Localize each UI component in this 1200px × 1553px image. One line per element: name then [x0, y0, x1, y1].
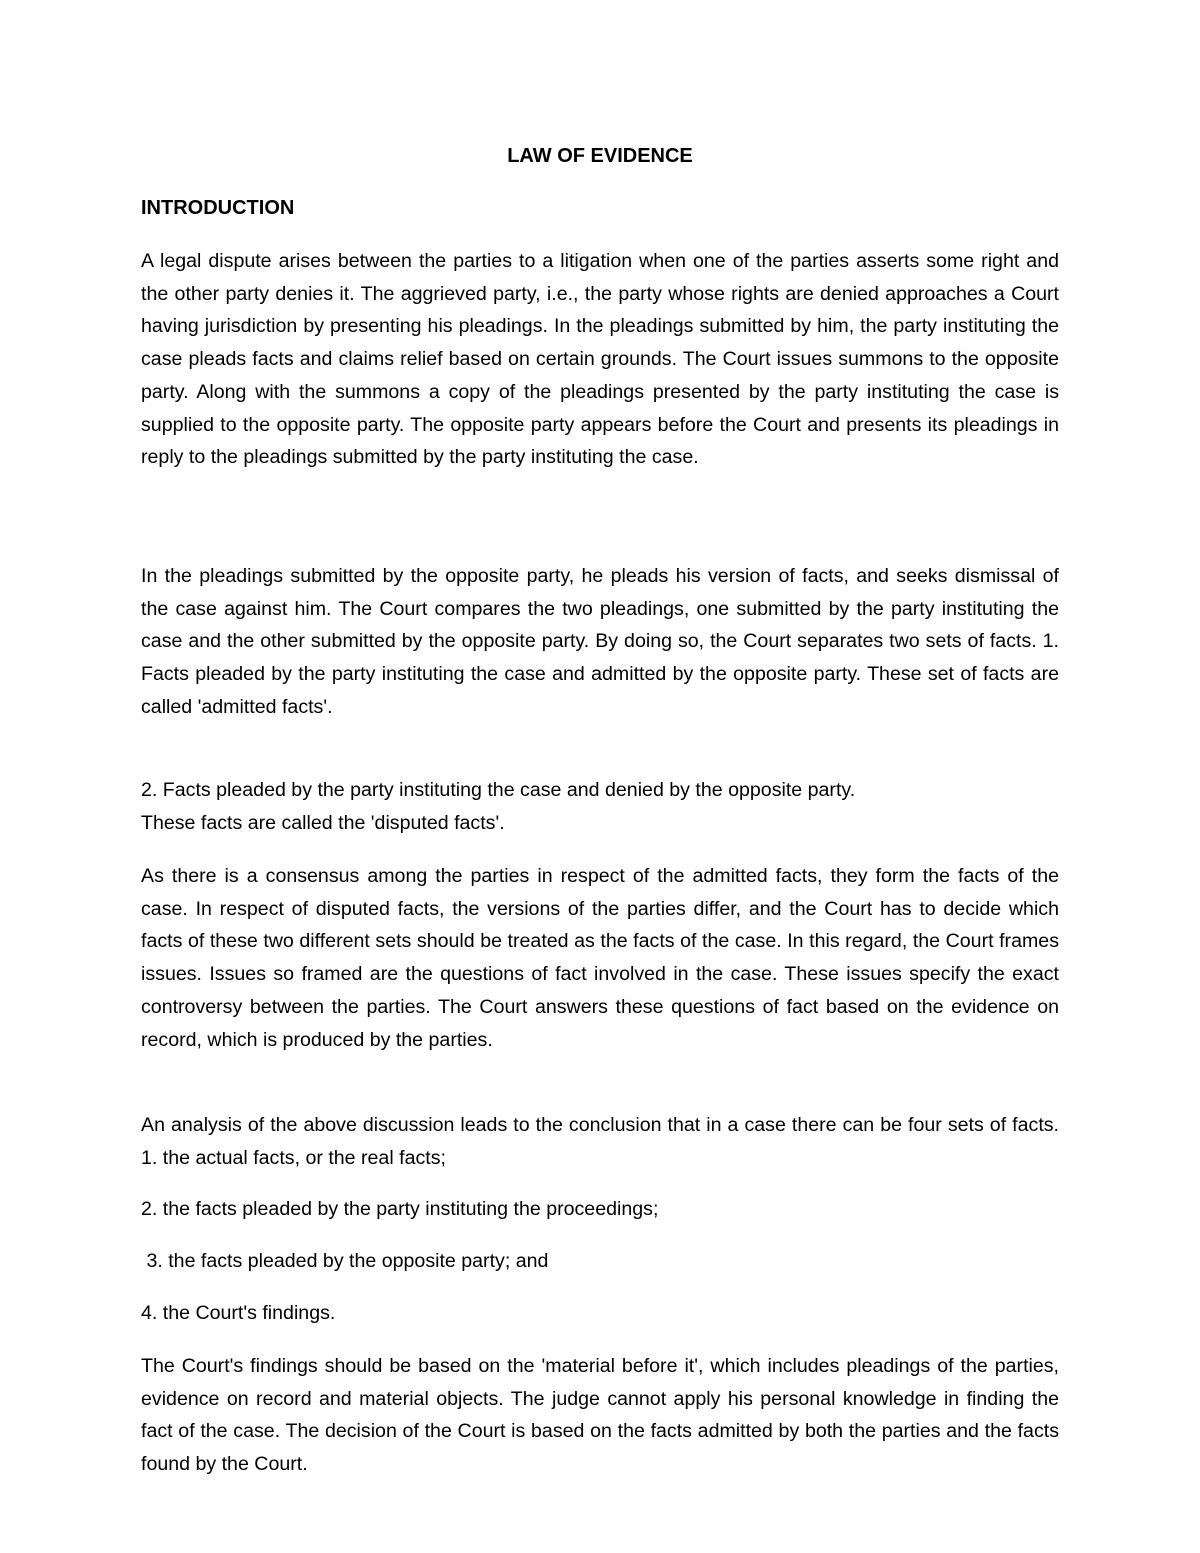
section-heading: INTRODUCTION: [141, 197, 295, 219]
paragraph-9: The Court's findings should be based on the 'material before it', which includes pleadings of the parties, evidence on record and material objects. The judge cannot apply his personal knowledge in finding the fact of the case. The decision of the Court is based on the facts admitted by both the parties and the facts found by the Court.: [141, 1355, 1059, 1476]
paragraph-6: 2. the facts pleaded by the party instituting the proceedings;: [141, 1198, 659, 1220]
document-title: LAW OF EVIDENCE: [507, 145, 693, 167]
paragraph-8: 4. the Court's findings.: [141, 1302, 336, 1324]
paragraph-1: A legal dispute arises between the parties to a litigation when one of the parties asserts some right and the other party denies it. The aggrieved party, i.e., the party whose rights are denied approaches a Court having jurisdiction by presenting his pleadings. In the pleadings submitted by him, the party instituting the case pleads facts and claims relief based on certain grounds. The Court issues summons to the opposite party. Along with the summons a copy of the pleadings presented by the party instituting the case is supplied to the opposite party. The opposite party appears before the Court and presents its pleadings in reply to the pleadings submitted by the party instituting the case.: [141, 250, 1059, 469]
paragraph-4: As there is a consensus among the parties in respect of the admitted facts, they form the facts of the case. In respect of disputed facts, the versions of the parties differ, and the Court has to decide which facts of these two different sets should be treated as the facts of the case. In this regard, the Court frames issues. Issues so framed are the questions of fact involved in the case. These issues specify the exact controversy between the parties. The Court answers these questions of fact based on the evidence on record, which is produced by the parties.: [141, 865, 1059, 1051]
paragraph-5: An analysis of the above discussion leads to the conclusion that in a case there can be four sets of facts. 1. the actual facts, or the real facts;: [141, 1114, 1059, 1169]
paragraph-3: 2. Facts pleaded by the party instituting the case and denied by the opposite party. These facts are called the 'disputed facts'.: [141, 779, 856, 834]
paragraph-2: In the pleadings submitted by the opposite party, he pleads his version of facts, and seeks dismissal of the case against him. The Court compares the two pleadings, one submitted by the party instituting the case and the other submitted by the opposite party. By doing so, the Court separates two sets of facts. 1. Facts pleaded by the party instituting the case and admitted by the opposite party. These set of facts are called 'admitted facts'.: [141, 565, 1059, 718]
paragraph-7: 3. the facts pleaded by the opposite party; and: [141, 1250, 549, 1272]
